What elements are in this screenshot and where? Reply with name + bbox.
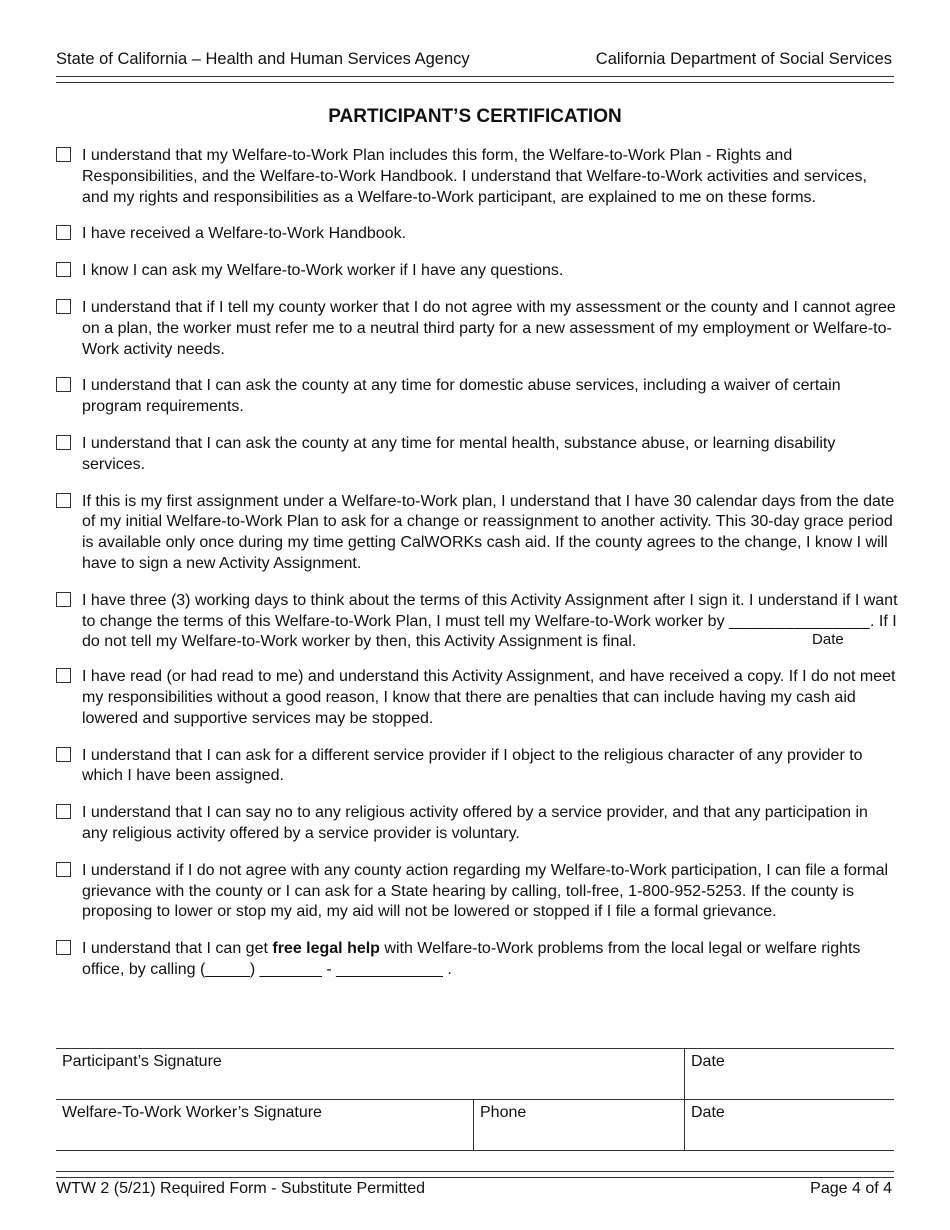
item-text: I know I can ask my Welfare-to-Work worker if I have any questions.: [82, 262, 564, 280]
page-header: [56, 50, 892, 69]
checkbox[interactable]: [56, 747, 71, 762]
participant-signature-field[interactable]: Participant’s Signature: [56, 1049, 685, 1100]
certification-list: [56, 146, 898, 997]
certification-item: [56, 861, 898, 923]
certification-item: [56, 667, 898, 729]
worker-signature-field[interactable]: Welfare-To-Work Worker’s Signature: [56, 1100, 474, 1151]
phone-field[interactable]: Phone: [474, 1100, 685, 1151]
item-text: I understand if I do not agree with any county action regarding my Welfare-to-Work participation, I can file a formal grievance with the county or I can ask for a State hearing by calling, toll-free, 1-800-952-5253. If the county is proposing to lower or stop my aid, my aid will not be lowered or stopped if I file a formal grievance.: [82, 861, 889, 921]
item-text: I understand that I can ask the county at any time for mental health, substance abuse, or learning disability services.: [82, 434, 836, 473]
item-text: I understand that I can ask for a different service provider if I object to the religious character of any provider to which I have been assigned.: [82, 746, 863, 785]
item-text: If this is my first assignment under a Welfare-to-Work plan, I understand that I have 30 calendar days from the date of my initial Welfare-to-Work Plan to ask for a change or reassignment to another activity. This 30-day grace period is available only once during my time getting CalWORKs cash aid. If the county agrees to the change, I know I will have to sign a new Activity Assignment.: [82, 492, 895, 572]
checkbox[interactable]: [56, 377, 71, 392]
certification-item: [56, 261, 898, 282]
certification-item: [56, 224, 898, 245]
certification-item: [56, 492, 898, 575]
item-text: I understand that I can get: [82, 940, 268, 958]
item-text: I understand that if I tell my county worker that I do not agree with my assessment or the county and I cannot agree on a plan, the worker must refer me to a neutral third party for a new assessment of my employment or Welfare-to-Work activity needs.: [82, 298, 896, 358]
checkbox[interactable]: [56, 804, 71, 819]
certification-item: [56, 746, 898, 788]
checkbox[interactable]: [56, 940, 71, 955]
certification-item: [56, 434, 898, 476]
form-number: WTW 2 (5/21) Required Form - Substitute Permitted: [56, 1180, 425, 1197]
bold-text: free legal help: [272, 940, 380, 958]
checkbox[interactable]: [56, 225, 71, 240]
checkbox[interactable]: [56, 668, 71, 683]
item-text: with Welfare-to-Work problems from the local legal or welfare rights office, by calling (_____) _______ - ____________ .: [82, 940, 861, 978]
item-text: I understand that I can ask the county at any time for domestic abuse services, including a waiver of certain program requirements.: [82, 377, 841, 416]
item-text: I have three (3) working days to think about the terms of this Activity Assignment after I sign it. I understand if I want to change the terms of this Welfare-to-Work Plan, I must tell my Welfare-to-Work worker by: [82, 591, 898, 630]
certification-item: [56, 298, 898, 360]
item-text: I understand that I can say no to any religious activity offered by a service provider, and that any participation in any religious activity offered by a service provider is voluntary.: [82, 804, 868, 842]
checkbox[interactable]: [56, 862, 71, 877]
item-text: . If I do not tell my Welfare-to-Work worker by then, this Activity Assignment is final.: [82, 612, 897, 651]
worker-date-field[interactable]: Date: [685, 1100, 895, 1151]
checkbox[interactable]: [56, 299, 71, 314]
footer-divider: [56, 1171, 894, 1178]
page-number: Page 4 of 4: [810, 1180, 892, 1197]
checkbox[interactable]: [56, 493, 71, 508]
date-blank[interactable]: _______________: [729, 612, 871, 630]
item-text: I have received a Welfare-to-Work Handbook.: [82, 225, 407, 243]
item-text: I understand that my Welfare-to-Work Plan includes this form, the Welfare-to-Work Plan - Rights and Responsibilities, and the Welfare-to-Work Handbook. I understand that Welfare-to-Work activities and services, and my rights and responsibilities as a Welfare-to-Work participant, are explained to me on these forms.: [82, 147, 867, 206]
page-footer: [56, 1180, 892, 1198]
agency-name: State of California – Health and Human Services Agency: [56, 50, 470, 68]
certification-item-deadline: [56, 591, 898, 653]
checkbox[interactable]: [56, 435, 71, 450]
page-title: PARTICIPANT’S CERTIFICATION: [328, 106, 622, 127]
certification-item: [56, 146, 898, 208]
date-label: Date: [812, 630, 844, 648]
participant-date-field[interactable]: Date: [685, 1049, 895, 1100]
certification-item: [56, 376, 898, 418]
certification-item-legal-help: [56, 939, 898, 981]
checkbox[interactable]: [56, 592, 71, 607]
checkbox[interactable]: [56, 147, 71, 162]
certification-item: [56, 803, 898, 845]
department-name: California Department of Social Services: [595, 50, 892, 68]
signature-table: [56, 1048, 894, 1151]
item-text: I have read (or had read to me) and understand this Activity Assignment, and have received a copy. If I do not meet my responsibilities without a good reason, I know that there are penalties that can include having my cash aid lowered and supportive services may be stopped.: [82, 668, 896, 727]
header-divider: [56, 76, 894, 83]
checkbox[interactable]: [56, 262, 71, 277]
